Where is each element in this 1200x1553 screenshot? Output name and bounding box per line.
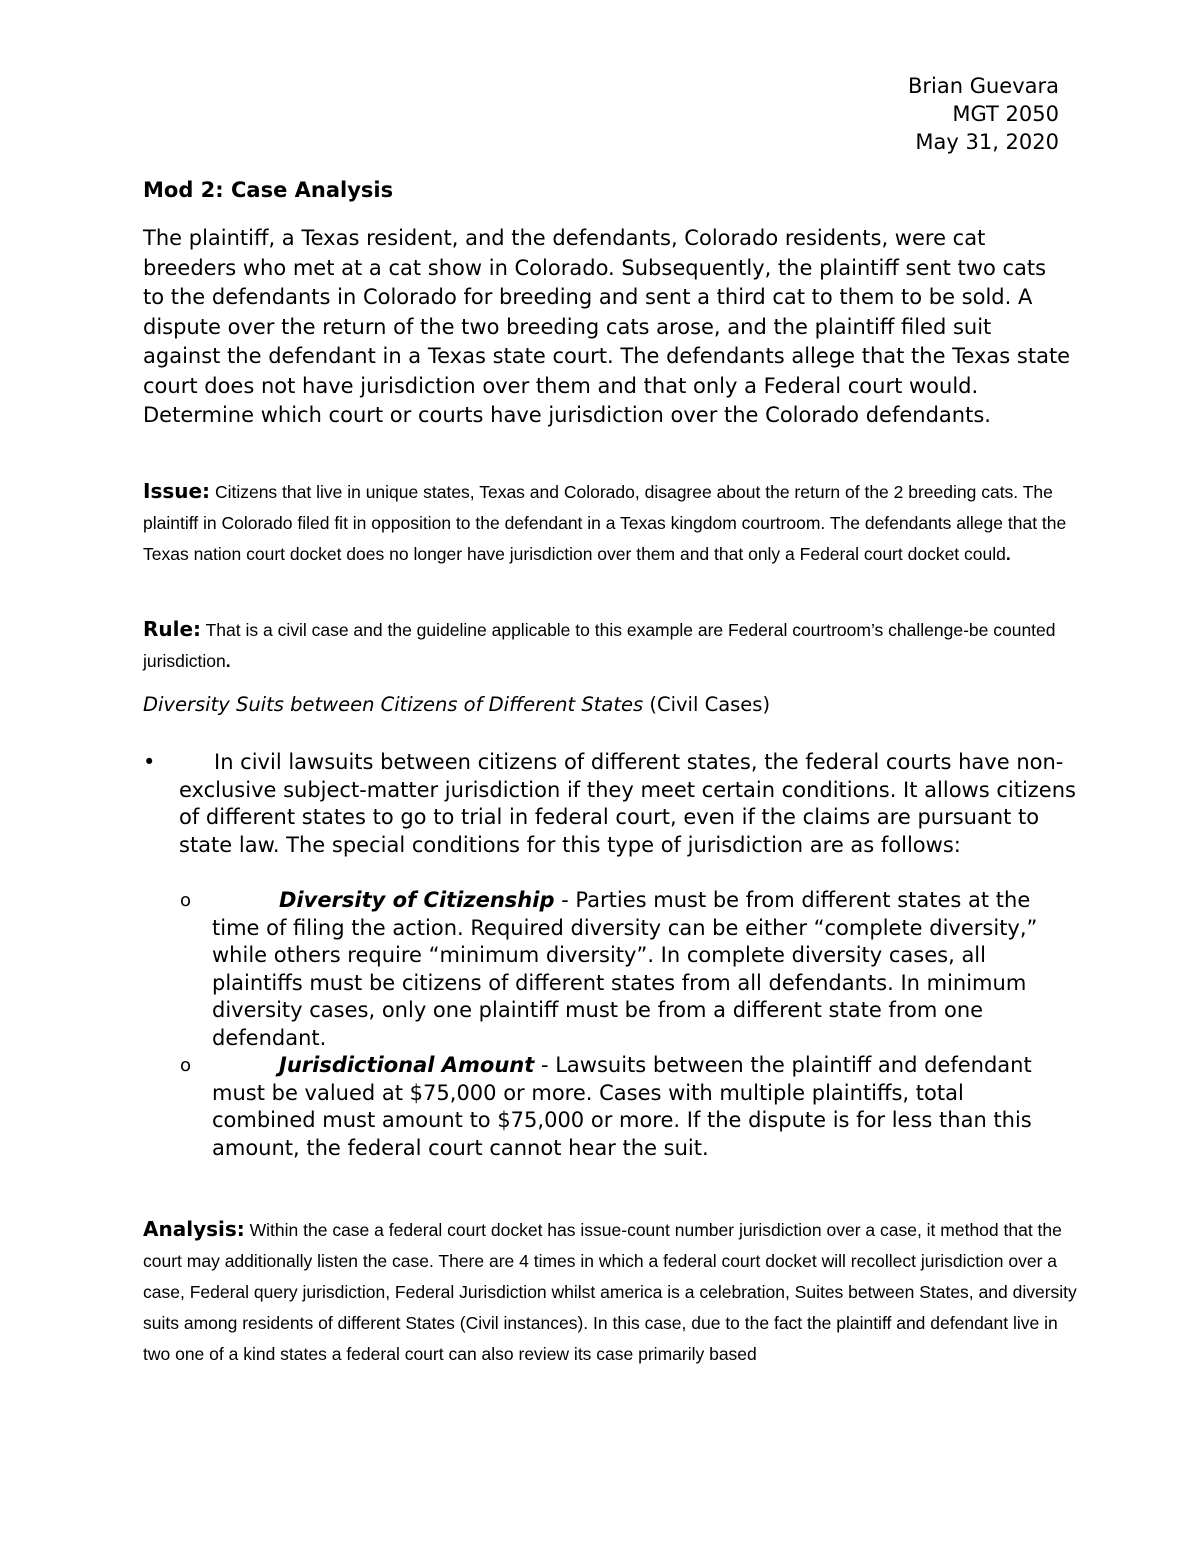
course-code: MGT 2050 <box>952 102 1059 126</box>
sub-item-text <box>212 1052 1052 1162</box>
rule-text: That is a civil case and the guideline applicable to this example are Federal courtroom’s challenge-be counted jurisdiction <box>143 620 1056 671</box>
circle-bullet-icon: o <box>180 890 192 911</box>
diversity-heading-rest: (Civil Cases) <box>643 693 771 716</box>
case-intro <box>143 224 1073 431</box>
circle-bullet-icon: o <box>180 1055 192 1076</box>
intro-paragraph: The plaintiff, a Texas resident, and the defendants, Colorado residents, were cat breeders who met at a cat show in Colorado. Subsequently, the plaintiff sent two cats to the defendants in Colorado for breeding and sent a third cat to them to be sold. A dispute over the return of the two breeding cats arose, and the plaintiff filed suit against the defendant in a Texas state court. The defendants allege that the Texas state court does not have jurisdiction over them and that only a Federal court would. Determine which court or courts have jurisdiction over the Colorado defendants. <box>143 226 1071 427</box>
sub-item-description: - Parties must be from different states at the time of filing the action. Required diversity can be either “complete diversity,” while others require “minimum diversity”. In complete diversity cases, all plaintiffs must be citizens of different states from all defendants. In minimum diversity cases, only one plaintiff must be from a different state from one defendant. <box>212 888 1038 1050</box>
issue-label: Issue: <box>143 479 211 503</box>
author-header <box>908 72 1059 156</box>
document-date: May 31, 2020 <box>915 130 1059 154</box>
issue-section <box>143 476 1083 570</box>
sub-item-description: - Lawsuits between the plaintiff and defendant must be valued at $75,000 or more. Cases with multiple plaintiffs, total combined must amount to $75,000 or more. If the dispute is for less than this amount, the federal court cannot hear the suit. <box>212 1053 1032 1160</box>
diversity-heading-italic: Diversity Suits between Citizens of Different States <box>143 693 644 716</box>
bullet-icon: • <box>143 750 156 774</box>
issue-text: Citizens that live in unique states, Texas and Colorado, disagree about the return of the 2 breeding cats. The plaintiff in Colorado filed fit in opposition to the defendant in a Texas kingdom courtroom. The defendants allege that the Texas nation court docket does no longer have jurisdiction over them and that only a Federal court docket could <box>143 482 1067 564</box>
analysis-section <box>143 1214 1083 1370</box>
sub-item-term: Jurisdictional Amount <box>279 1053 535 1077</box>
page-title: Mod 2: Case Analysis <box>143 178 394 202</box>
rule-label: Rule: <box>143 617 202 641</box>
analysis-label: Analysis: <box>143 1217 245 1241</box>
rule-end: . <box>225 651 231 671</box>
sub-item-text <box>212 887 1052 1052</box>
bullet-text: In civil lawsuits between citizens of different states, the federal courts have non-exclusive subject-matter jurisdiction if they meet certain conditions. It allows citizens of different states to go to trial in federal court, even if the claims are pursuant to state law. The special conditions for this type of jurisdiction are as follows: <box>179 750 1076 857</box>
issue-end: . <box>1005 544 1011 564</box>
diversity-heading <box>143 693 770 716</box>
author-name: Brian Guevara <box>907 74 1059 98</box>
rule-section <box>143 614 1083 677</box>
sub-item-term: Diversity of Citizenship <box>279 888 555 912</box>
analysis-text: Within the case a federal court docket has issue-count number jurisdiction over a case, it method that the court may additionally listen the case. There are 4 times in which a federal court docket will recollect jurisdiction over a case, Federal query jurisdiction, Federal Jurisdiction whilst america is a celebration, Suites between States, and diversity suits among residents of different States (Civil instances). In this case, due to the fact the plaintiff and defendant live in two one of a kind states a federal court can also review its case primarily based <box>143 1220 1077 1364</box>
